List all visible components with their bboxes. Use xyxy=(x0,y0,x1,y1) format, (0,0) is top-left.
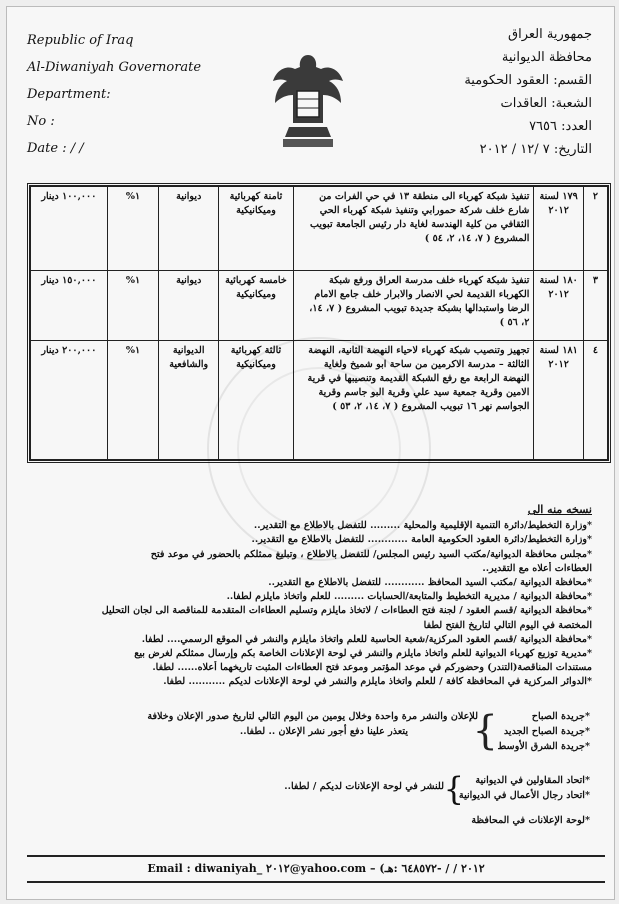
project-description: تنفيذ شبكة كهرباء الى منطقة ١٣ في حي الفرات من شارع خلف شركة حمورابي وتنفيذ شبكة كهرباء الحي الثقافي من كلية الهندسة لغاية دار رئيس الجامعة تبويب المشروع ( ٧، ١٤، ٢، ٥٤ ) xyxy=(293,187,534,271)
newspaper-name: *جريدة الصباح xyxy=(531,711,590,722)
unions-note: للنشر في لوحة الإعلانات لديكم / لطفا.. xyxy=(284,781,444,792)
arabic-letterhead xyxy=(464,23,592,161)
project-percent: ١% xyxy=(107,341,158,460)
newspapers-note-line: يتعذر علينا دفع أجور نشر الإعلان .. لطفا.. xyxy=(239,726,408,737)
newspaper-name: *جريدة الصباح الجديد xyxy=(503,726,590,737)
distribution-line: المختصة في اليوم التالي لتاريخ الفتح لطفا xyxy=(423,619,592,631)
project-description: تجهيز وتنصيب شبكة كهرباء لاحياء النهضة الثانية، النهضة الثالثة – مدرسة الاكرمين من ساحة ابو شميخ ولغاية النهضة الرابعة مع رفع الشبكة القديمة وتنصيبها في قرية الامين وقرية جمعية سيد علي وقرية البو جاسم وقرية الجواسم نهر ١٦ تبويب المشروع ( ٧، ١٤، ٢، ٥٣ ) xyxy=(293,341,534,460)
footer-contact: Email : diwaniyah_ ٢٠١٢@yahoo.com – (٢٠١٢ / / -٦٤٨٥٧٢ :هـ xyxy=(27,855,605,883)
document-page xyxy=(6,6,615,900)
country-ar: جمهورية العراق xyxy=(508,27,592,42)
newspapers-note-line: للإعلان والنشر مرة واحدة وخلال يومين من اليوم التالي لتاريخ صدور الإعلان وخلافة xyxy=(147,711,478,722)
newspaper-name: *جريدة الشرق الأوسط xyxy=(497,741,590,752)
project-location: ديوانية xyxy=(159,187,219,271)
contractor-category: ثالثة كهربائية وميكانيكية xyxy=(219,341,294,460)
union-name: *اتحاد رجال الأعمال في الديوانية xyxy=(458,790,590,801)
distribution-title: نسخه منه الى xyxy=(527,503,592,516)
distribution-line: *وزارة التخطيط/دائرة العقود الحكومية العامة ............ للتفضل بالاطلاع مع التقدير.. xyxy=(251,534,592,546)
country-en: Republic of Iraq xyxy=(27,33,134,48)
project-location: الديوانية والشافعية xyxy=(159,341,219,460)
distribution-line: *وزارة التخطيط/دائرة التنمية الإقليمية والمحلية ......... للتفضل بالاطلاع مع التقدير.. xyxy=(253,520,592,532)
distribution-list xyxy=(29,503,592,690)
governorate-en: Al-Diwaniyah Governorate xyxy=(27,60,202,75)
row-no: ٣ xyxy=(583,271,607,341)
unions-list xyxy=(459,773,590,803)
distribution-line: *مجلس محافظة الديوانية/مكتب السيد رئيس المجلس/ للتفضل بالاطلاع ، وتبليغ ممثلكم بالحضور في موعد فتح xyxy=(150,548,592,560)
newspaper-list xyxy=(498,709,590,754)
project-amount: ١٠٠,٠٠٠ دينار xyxy=(31,187,108,271)
project-percent: ١% xyxy=(107,271,158,341)
date-ar: التاريخ: ٧ /١٢ / ٢٠١٢ xyxy=(479,142,592,157)
project-description: تنفيذ شبكة كهرباء خلف مدرسة العراق ورفع شبكة الكهرباء القديمة لحي الانصار والابرار خلف جامع الامام الرضا واستبدالها بشبكة جديدة تبويب المشروع ( ٧، ١٤، ٢، ٥٦ ) xyxy=(293,271,534,341)
project-amount: ١٥٠,٠٠٠ دينار xyxy=(31,271,108,341)
distribution-line: *الدوائر المركزية في المحافظة كافة / للعلم واتخاذ مايلزم والنشر في لوحة الإعلانات لديكم ........... لطفا. xyxy=(163,676,592,688)
project-percent: ١% xyxy=(107,187,158,271)
distribution-line: *محافظة الديوانية /مكتب السيد المحافظ ............ للتفضل بالاطلاع مع التقدير.. xyxy=(268,577,592,589)
brace-icon: } xyxy=(443,770,464,808)
distribution-line: العطاءات أعلاه مع التقدير.. xyxy=(482,562,592,574)
division-ar: الشعبة: العاقدات xyxy=(500,96,592,111)
newspapers-note xyxy=(147,709,478,739)
contractor-category: خامسة كهربائية وميكانيكية xyxy=(219,271,294,341)
project-number: ١٨١ لسنة ٢٠١٢ xyxy=(534,341,583,460)
project-number: ١٧٩ لسنة ٢٠١٢ xyxy=(534,187,583,271)
department-ar: القسم: العقود الحكومية xyxy=(464,73,592,88)
english-letterhead xyxy=(27,27,201,162)
eagle-emblem-icon xyxy=(269,47,347,157)
project-location: ديوانية xyxy=(159,271,219,341)
distribution-line: مستندات المناقصة(التندر) وحضوركم في موعد المؤتمر وموعد فتح العطاءات المثبت تاريخهما أعلاه...... لطفا. xyxy=(152,662,592,674)
newspapers-block xyxy=(30,709,590,757)
union-name: *اتحاد المقاولين في الديوانية xyxy=(475,775,590,786)
notice-board-line: *لوحة الإعلانات في المحافظة xyxy=(471,815,590,826)
number-en: No : xyxy=(27,114,55,129)
contractor-category: ثامنة كهربائية وميكانيكية xyxy=(219,187,294,271)
distribution-line: *محافظة الديوانية / مديرية التخطيط والمتابعة/الحسابات ......... للعلم واتخاذ مايلزم لطفا.. xyxy=(226,591,592,603)
department-en: Department: xyxy=(27,87,111,102)
row-no: ٤ xyxy=(583,341,607,460)
table-row xyxy=(31,271,608,341)
project-number: ١٨٠ لسنة ٢٠١٢ xyxy=(534,271,583,341)
date-en: Date : / / xyxy=(27,141,84,156)
table-row xyxy=(31,187,608,271)
governorate-ar: محافظة الديوانية xyxy=(501,50,592,65)
row-no: ٢ xyxy=(583,187,607,271)
distribution-line: *مديرية توزيع كهرباء الديوانية للعلم واتخاذ مايلزم والنشر في لوحة الإعلانات الخاصة بكم وإرسال ممثلكم لغرض بيع xyxy=(134,648,592,660)
distribution-line: *محافظة الديوانية /قسم العقود المركزية/شعبة الحاسبة للعلم واتخاذ مايلزم والنشر في الموقع الرسمي.... لطفا. xyxy=(141,633,592,645)
project-amount: ٢٠٠,٠٠٠ دينار xyxy=(31,341,108,460)
unions-block xyxy=(30,770,590,808)
number-ar: العدد: ٧٦٥٦ xyxy=(529,119,592,134)
distribution-line: *محافظة الديوانية /قسم العقود / لجنة فتح العطاءات / لاتخاذ مايلزم وتسليم العطاءات المتقدمة للمناقصة الى لجان التحليل xyxy=(101,605,592,617)
brace-icon: } xyxy=(472,708,498,754)
